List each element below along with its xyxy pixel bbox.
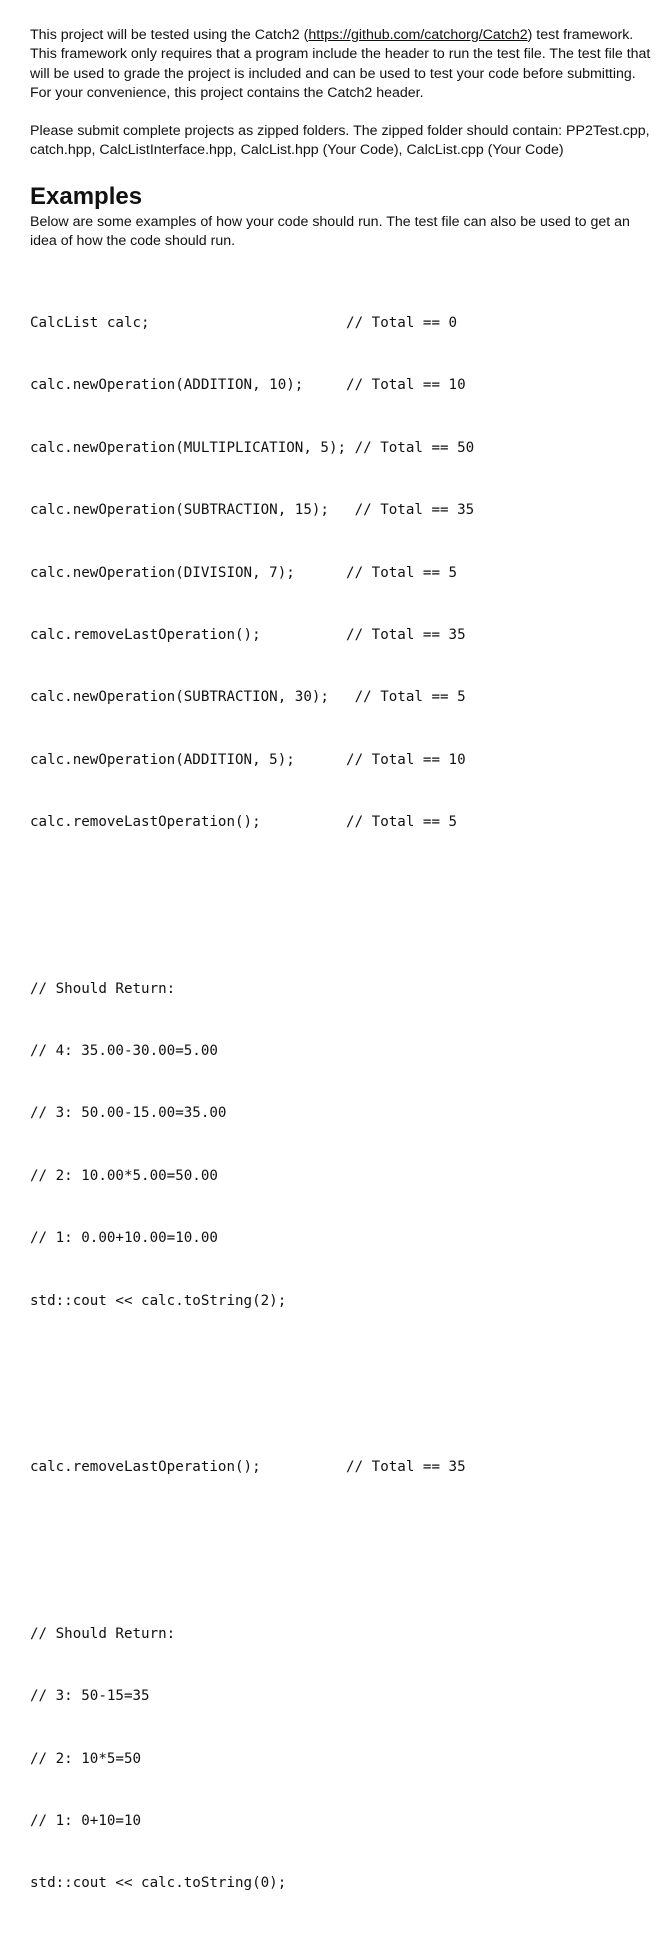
code-line: calc.removeLastOperation(); // Total == 35 — [30, 1459, 466, 1476]
code-line: // 1: 0+10=10 — [30, 1812, 142, 1829]
code-line: calc.newOperation(ADDITION, 5); // Total == 10 — [30, 751, 466, 768]
examples-description: Below are some examples of how your code should run. The test file can also be used to get an idea of how the code should run. — [30, 213, 630, 250]
code-line: // 2: 10.00*5.00=50.00 — [30, 1167, 218, 1184]
code-line: calc.newOperation(DIVISION, 7); // Total == 5 — [30, 564, 458, 581]
code-line: calc.removeLastOperation(); // Total == 5 — [30, 814, 458, 831]
intro-text-after-link: ) test framework. This framework only requires that a program include the header to run the test file. The test file that will be used to grade the project is included and can be used to test your code before submitting. For your convenience, this project contains the Catch2 header. — [30, 27, 651, 101]
code-line: // Should Return: — [30, 980, 176, 997]
examples-heading: Examples — [30, 182, 143, 210]
submission-paragraph: Please submit complete projects as zipped folders. The zipped folder should contain: PP2Test.cpp, catch.hpp, CalcListInterface.hpp, CalcList.hpp (Your Code), CalcList.cpp (Your Code) — [30, 123, 650, 159]
document-page — [30, 26, 660, 1936]
code-line: // Should Return: — [30, 1625, 176, 1642]
intro-text-before-link: This project will be tested using the Catch2 ( — [30, 27, 309, 43]
code-line: std::cout << calc.toString(2); — [30, 1292, 287, 1309]
code-line: // 4: 35.00-30.00=5.00 — [30, 1043, 218, 1060]
code-line: calc.newOperation(SUBTRACTION, 30); // Total == 5 — [30, 689, 466, 706]
code-line: calc.newOperation(SUBTRACTION, 15); // Total == 35 — [30, 502, 475, 519]
intro-paragraph — [30, 26, 660, 103]
code-line: std::cout << calc.toString(0); — [30, 1875, 287, 1892]
code-line: calc.newOperation(ADDITION, 10); // Total == 10 — [30, 377, 466, 394]
code-line: calc.removeLastOperation(); // Total == 35 — [30, 626, 466, 643]
catch2-link[interactable]: https://github.com/catchorg/Catch2 — [308, 27, 528, 43]
code-line: // 3: 50.00-15.00=35.00 — [30, 1105, 227, 1122]
code-line: // 1: 0.00+10.00=10.00 — [30, 1230, 218, 1247]
code-block — [30, 271, 660, 1935]
code-line: // 3: 50-15=35 — [30, 1688, 150, 1705]
code-line: calc.newOperation(MULTIPLICATION, 5); // Total == 50 — [30, 439, 475, 456]
code-line: CalcList calc; // Total == 0 — [30, 314, 458, 331]
code-line: // 2: 10*5=50 — [30, 1750, 142, 1767]
